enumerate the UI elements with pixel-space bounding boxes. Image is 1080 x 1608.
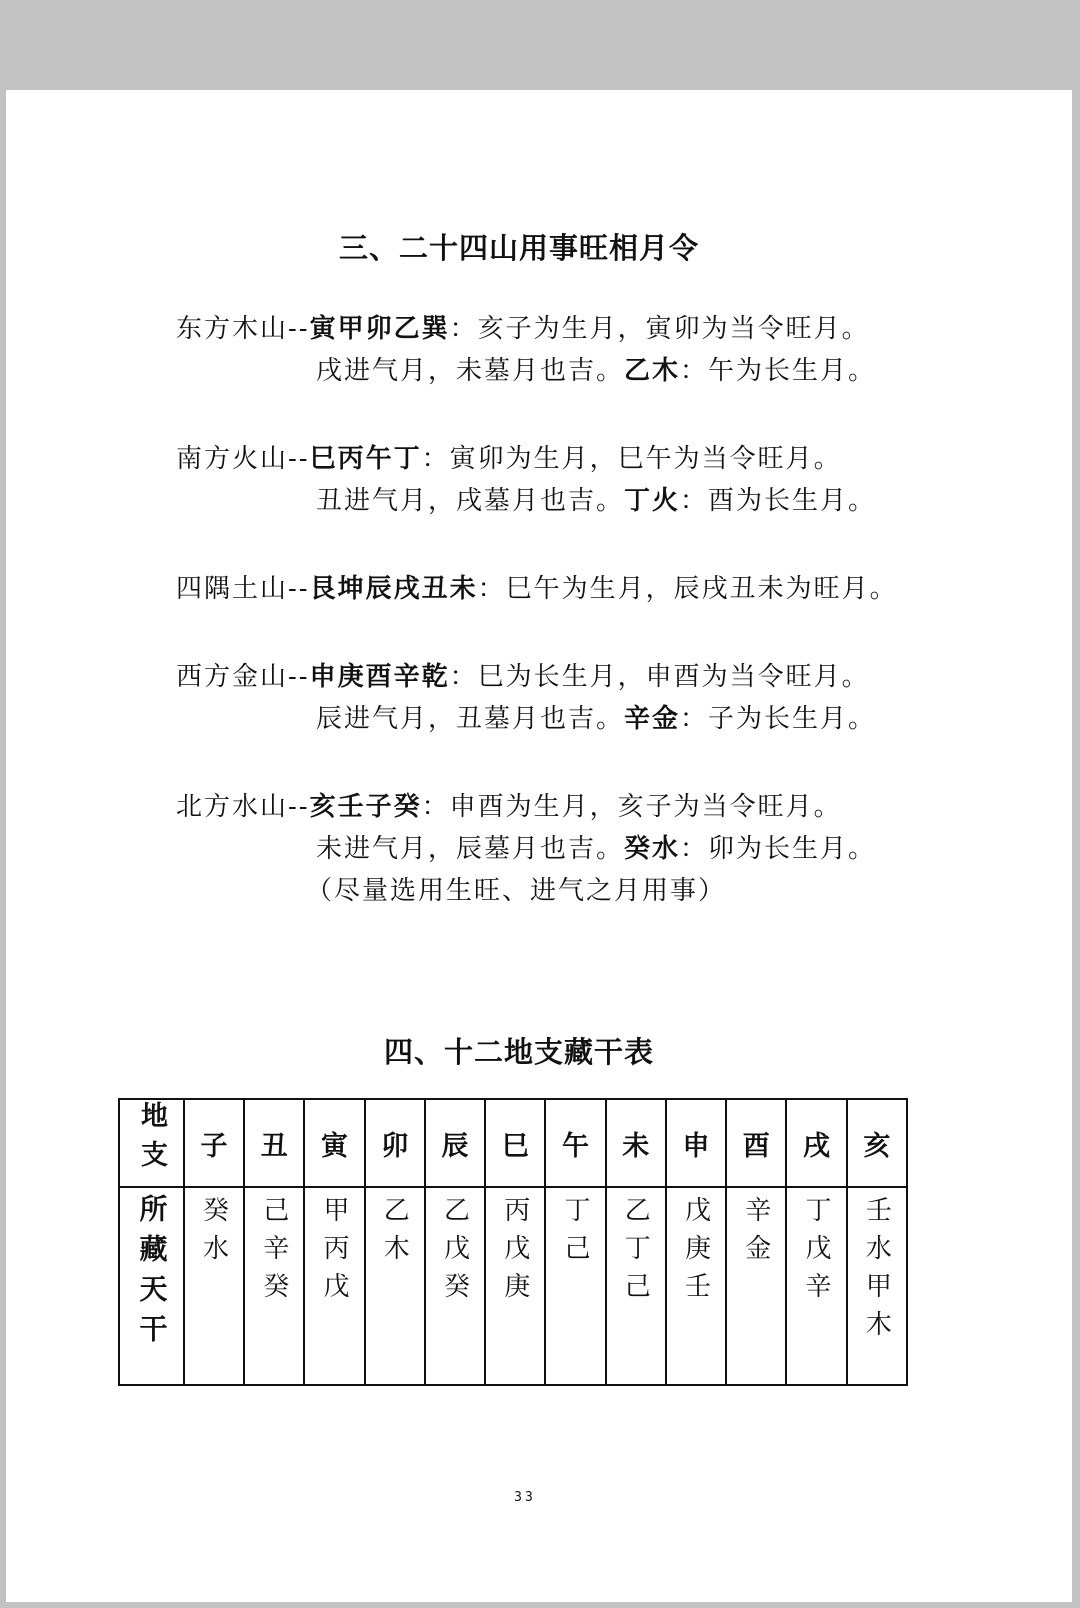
section-3-title: 三、二十四山用事旺相月令 (338, 231, 699, 265)
entry-stem: 乙木 (624, 356, 681, 386)
entry-prefix: 西方金山-- (176, 662, 310, 692)
entry-south-line-2 (316, 484, 876, 518)
stems-cell: 乙丁己 (606, 1187, 666, 1385)
stems-cell: 己辛癸 (244, 1187, 304, 1385)
stems-cell: 丁己 (545, 1187, 605, 1385)
entry-prefix: 南方火山-- (176, 444, 310, 474)
branch-cell: 子 (184, 1099, 244, 1187)
entry-text: 丑进气月，戌墓月也吉。 (316, 486, 625, 516)
entry-text: ：申酉为生月，亥子为当令旺月。 (421, 792, 842, 822)
branch-cell: 午 (545, 1099, 605, 1187)
branch-cell: 辰 (425, 1099, 485, 1187)
entry-text: 未进气月，辰墓月也吉。 (316, 834, 625, 864)
branch-cell: 酉 (726, 1099, 786, 1187)
entry-west-line-2 (316, 702, 876, 736)
entry-text: ：巳午为生月，辰戌丑未为旺月。 (477, 574, 898, 604)
entry-prefix: 东方木山-- (176, 314, 310, 344)
entry-text: ：卯为长生月。 (680, 834, 877, 864)
section-3-note: （尽量选用生旺、进气之月用事） (306, 876, 727, 906)
stems-cell: 乙戊癸 (425, 1187, 485, 1385)
entry-prefix: 北方水山-- (176, 792, 310, 822)
entry-text: 辰进气月，丑墓月也吉。 (316, 704, 625, 734)
branch-cell: 申 (666, 1099, 726, 1187)
row-label-branch: 地支 (119, 1099, 184, 1187)
entry-prefix: 四隅土山-- (176, 574, 310, 604)
entry-text: ：巳为长生月，申酉为当令旺月。 (449, 662, 870, 692)
document-page (6, 90, 1072, 1602)
entry-stem: 丁火 (624, 486, 681, 516)
stems-cell: 甲丙戊 (304, 1187, 364, 1385)
entry-text: ：子为长生月。 (680, 704, 877, 734)
entry-south-line-1 (176, 442, 842, 476)
entry-mountains: 申庚酉辛乾 (309, 662, 450, 692)
entry-west-line-1 (176, 660, 870, 694)
branch-cell: 未 (606, 1099, 666, 1187)
stems-cell: 乙木 (365, 1187, 425, 1385)
entry-mountains: 巳丙午丁 (309, 444, 422, 474)
branch-cell: 丑 (244, 1099, 304, 1187)
stems-cell: 丙戊庚 (485, 1187, 545, 1385)
entry-text: ：酉为长生月。 (680, 486, 877, 516)
entry-stem: 辛金 (624, 704, 681, 734)
entry-north-line-2 (316, 832, 876, 866)
entry-mountains: 亥壬子癸 (309, 792, 422, 822)
entry-east-line-1 (176, 312, 870, 346)
entry-north-line-1 (176, 790, 842, 824)
section-4-title: 四、十二地支藏干表 (383, 1035, 654, 1069)
branch-cell: 亥 (847, 1099, 907, 1187)
entry-text: ：午为长生月。 (680, 356, 877, 386)
entry-text: ：亥子为生月，寅卯为当令旺月。 (449, 314, 870, 344)
branch-cell: 寅 (304, 1099, 364, 1187)
row-label-stems: 所藏天干 (119, 1187, 184, 1385)
entry-stem: 癸水 (624, 834, 681, 864)
entry-mountains: 寅甲卯乙巽 (309, 314, 450, 344)
page-number: 33 (514, 1490, 536, 1505)
branch-cell: 巳 (485, 1099, 545, 1187)
branch-cell: 卯 (365, 1099, 425, 1187)
table-row-branches (119, 1099, 907, 1187)
entry-text: ：寅卯为生月，巳午为当令旺月。 (421, 444, 842, 474)
entry-mountains: 艮坤辰戌丑未 (309, 574, 478, 604)
table-row-hidden-stems (119, 1187, 907, 1385)
stems-cell: 辛金 (726, 1187, 786, 1385)
entry-earth-line-1 (176, 572, 898, 606)
stems-cell: 癸水 (184, 1187, 244, 1385)
branch-cell: 戌 (786, 1099, 846, 1187)
entry-east-line-2 (316, 354, 876, 388)
stems-cell: 壬水甲木 (847, 1187, 907, 1385)
hidden-stems-table (118, 1098, 908, 1386)
stems-cell: 戊庚壬 (666, 1187, 726, 1385)
entry-text: 戌进气月，未墓月也吉。 (316, 356, 625, 386)
stems-cell: 丁戊辛 (786, 1187, 846, 1385)
